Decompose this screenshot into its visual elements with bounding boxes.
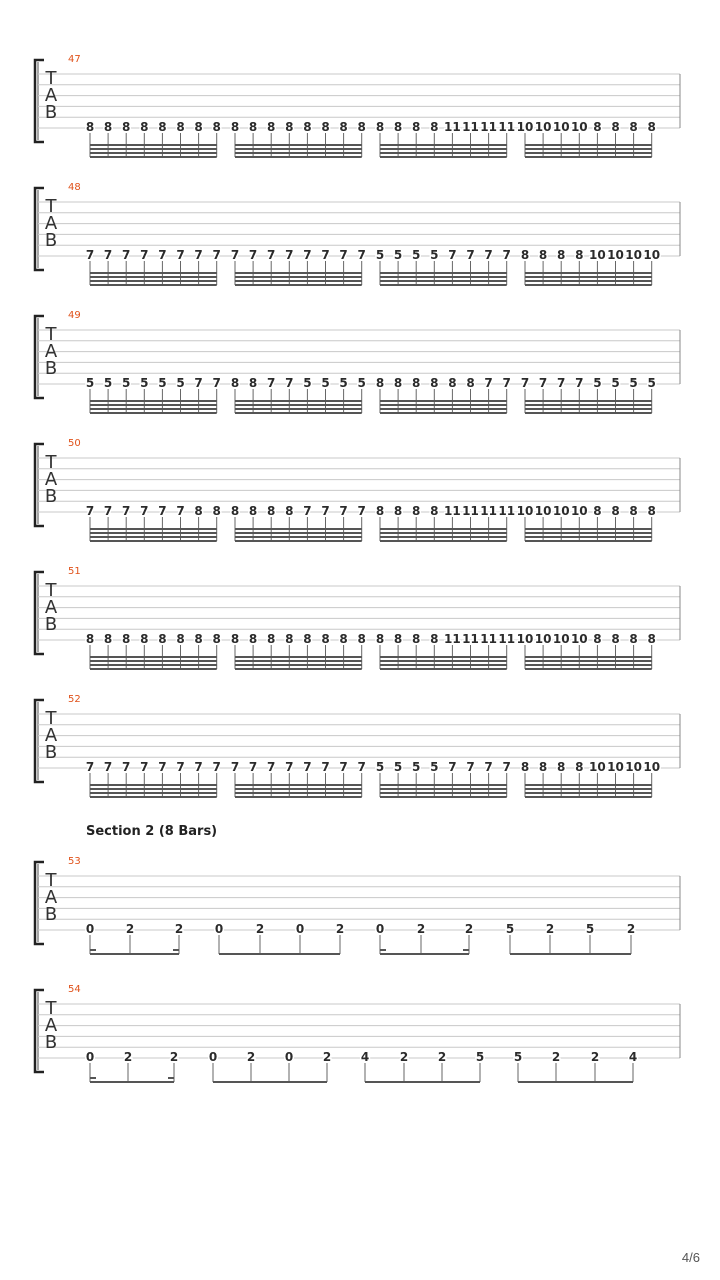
fret-number: 8 <box>611 632 620 646</box>
fret-number: 5 <box>393 760 403 774</box>
fret-number: 8 <box>520 248 530 262</box>
fret-number: 10 <box>516 504 534 518</box>
fret-number: 8 <box>375 632 385 646</box>
fret-number: 7 <box>140 248 149 262</box>
tab-clef-letter: B <box>44 742 58 763</box>
tab-clef-letter: T <box>45 870 57 891</box>
system-bracket <box>35 60 44 142</box>
fret-number: 11 <box>444 632 461 646</box>
fret-number: 10 <box>570 504 588 518</box>
fret-number: 8 <box>375 376 385 390</box>
fret-number: 8 <box>538 248 548 262</box>
fret-number: 2 <box>335 922 345 936</box>
fret-number: 5 <box>505 922 515 936</box>
fret-number: 5 <box>513 1050 523 1064</box>
fret-number: 10 <box>625 760 642 774</box>
fret-number: 8 <box>375 120 385 134</box>
system-bracket <box>35 316 44 398</box>
fret-number: 7 <box>357 504 366 518</box>
system-bracket <box>35 862 44 944</box>
fret-number: 7 <box>267 248 276 262</box>
fret-number: 2 <box>322 1050 332 1064</box>
fret-number: 7 <box>230 760 240 774</box>
fret-number: 0 <box>85 1050 95 1064</box>
fret-number: 0 <box>214 922 224 936</box>
fret-number: 8 <box>303 632 312 646</box>
fret-number: 8 <box>176 120 185 134</box>
fret-number: 8 <box>285 120 294 134</box>
fret-number: 8 <box>593 632 602 646</box>
fret-number: 7 <box>448 760 457 774</box>
fret-number: 5 <box>103 376 113 390</box>
fret-number: 8 <box>103 120 113 134</box>
fret-number: 2 <box>551 1050 561 1064</box>
fret-number: 8 <box>85 120 95 134</box>
fret-number: 8 <box>248 376 258 390</box>
fret-number: 2 <box>246 1050 256 1064</box>
fret-number: 7 <box>502 248 511 262</box>
fret-number: 11 <box>444 504 461 518</box>
fret-number: 8 <box>466 376 475 390</box>
fret-number: 7 <box>176 248 185 262</box>
fret-number: 8 <box>212 120 221 134</box>
fret-number: 7 <box>248 248 258 262</box>
fret-number: 7 <box>538 376 548 390</box>
measure-number: 52 <box>68 694 81 705</box>
fret-number: 2 <box>125 922 135 936</box>
fret-number: 7 <box>285 760 294 774</box>
fret-number: 11 <box>498 504 516 518</box>
fret-number: 5 <box>475 1050 485 1064</box>
fret-number: 2 <box>169 1050 179 1064</box>
measure-number: 49 <box>68 310 81 321</box>
fret-number: 8 <box>412 504 421 518</box>
fret-number: 7 <box>466 248 475 262</box>
fret-number: 0 <box>295 922 305 936</box>
fret-number: 8 <box>647 632 656 646</box>
fret-number: 2 <box>626 922 636 936</box>
fret-number: 5 <box>430 248 439 262</box>
fret-number: 7 <box>140 504 149 518</box>
fret-number: 2 <box>123 1050 133 1064</box>
fret-number: 7 <box>502 376 511 390</box>
fret-number: 8 <box>393 120 403 134</box>
fret-number: 7 <box>267 376 276 390</box>
fret-number: 8 <box>611 504 620 518</box>
fret-number: 8 <box>593 504 602 518</box>
fret-number: 8 <box>267 504 276 518</box>
tab-clef-letter: A <box>44 213 58 234</box>
fret-number: 8 <box>85 632 95 646</box>
fret-number: 11 <box>462 632 479 646</box>
fret-number: 7 <box>502 760 511 774</box>
fret-number: 8 <box>557 760 566 774</box>
fret-number: 5 <box>430 760 439 774</box>
fret-number: 7 <box>248 760 258 774</box>
fret-number: 8 <box>103 632 113 646</box>
page-number: 4/6 <box>681 1250 700 1265</box>
fret-number: 0 <box>208 1050 218 1064</box>
fret-number: 7 <box>85 504 95 518</box>
fret-number: 5 <box>375 248 385 262</box>
fret-number: 7 <box>158 248 167 262</box>
fret-number: 5 <box>375 760 385 774</box>
fret-number: 8 <box>321 120 330 134</box>
fret-number: 7 <box>194 248 203 262</box>
fret-number: 7 <box>212 248 221 262</box>
tab-clef-letter: T <box>45 196 57 217</box>
tab-clef-letter: A <box>44 85 58 106</box>
tab-clef-letter: A <box>44 887 58 908</box>
fret-number: 7 <box>448 248 457 262</box>
fret-number: 5 <box>176 376 185 390</box>
fret-number: 11 <box>462 504 479 518</box>
fret-number: 5 <box>321 376 330 390</box>
fret-number: 8 <box>412 632 421 646</box>
fret-number: 7 <box>194 760 203 774</box>
fret-number: 8 <box>267 120 276 134</box>
fret-number: 7 <box>194 376 203 390</box>
fret-number: 11 <box>498 120 516 134</box>
fret-number: 8 <box>520 760 530 774</box>
fret-number: 7 <box>357 248 366 262</box>
fret-number: 8 <box>393 632 403 646</box>
fret-number: 8 <box>248 120 258 134</box>
fret-number: 8 <box>303 120 312 134</box>
fret-number: 11 <box>444 120 461 134</box>
fret-number: 7 <box>140 760 149 774</box>
fret-number: 8 <box>430 504 439 518</box>
fret-number: 8 <box>393 504 403 518</box>
fret-number: 8 <box>230 376 240 390</box>
fret-number: 8 <box>357 120 366 134</box>
fret-number: 10 <box>552 632 570 646</box>
fret-number: 8 <box>611 120 620 134</box>
fret-number: 5 <box>593 376 602 390</box>
fret-number: 8 <box>448 376 457 390</box>
fret-number: 8 <box>122 120 131 134</box>
fret-number: 11 <box>480 504 497 518</box>
tab-clef-letter: A <box>44 597 58 618</box>
fret-number: 8 <box>158 120 167 134</box>
fret-number: 7 <box>103 248 113 262</box>
measure-number: 50 <box>68 438 81 449</box>
fret-number: 5 <box>393 248 403 262</box>
fret-number: 7 <box>212 376 221 390</box>
fret-number: 7 <box>484 760 493 774</box>
fret-number: 2 <box>416 922 426 936</box>
fret-number: 7 <box>85 760 95 774</box>
fret-number: 10 <box>607 248 624 262</box>
fret-number: 8 <box>430 376 439 390</box>
fret-number: 8 <box>230 504 240 518</box>
fret-number: 7 <box>339 760 348 774</box>
fret-number: 5 <box>303 376 312 390</box>
tab-clef-letter: T <box>45 324 57 345</box>
fret-number: 10 <box>552 120 570 134</box>
fret-number: 2 <box>255 922 265 936</box>
tab-clef-letter: T <box>45 580 57 601</box>
fret-number: 11 <box>480 120 497 134</box>
fret-number: 8 <box>557 248 566 262</box>
fret-number: 0 <box>375 922 385 936</box>
fret-number: 8 <box>647 504 656 518</box>
fret-number: 8 <box>140 120 149 134</box>
fret-number: 5 <box>357 376 366 390</box>
fret-number: 8 <box>430 120 439 134</box>
fret-number: 2 <box>545 922 555 936</box>
fret-number: 7 <box>176 760 185 774</box>
fret-number: 7 <box>321 760 330 774</box>
fret-number: 8 <box>629 504 638 518</box>
fret-number: 7 <box>520 376 530 390</box>
fret-number: 7 <box>103 504 113 518</box>
fret-number: 7 <box>122 504 131 518</box>
fret-number: 8 <box>194 632 203 646</box>
fret-number: 10 <box>607 760 624 774</box>
fret-number: 8 <box>430 632 439 646</box>
fret-number: 2 <box>174 922 184 936</box>
fret-number: 10 <box>625 248 642 262</box>
fret-number: 8 <box>248 632 258 646</box>
fret-number: 8 <box>321 632 330 646</box>
fret-number: 2 <box>437 1050 447 1064</box>
fret-number: 7 <box>303 760 312 774</box>
fret-number: 2 <box>464 922 474 936</box>
fret-number: 8 <box>647 120 656 134</box>
fret-number: 10 <box>534 632 552 646</box>
fret-number: 8 <box>140 632 149 646</box>
tab-clef-letter: B <box>44 486 58 507</box>
fret-number: 10 <box>534 504 552 518</box>
fret-number: 8 <box>357 632 366 646</box>
fret-number: 7 <box>321 248 330 262</box>
fret-number: 8 <box>285 504 294 518</box>
fret-number: 2 <box>399 1050 409 1064</box>
fret-number: 10 <box>570 632 588 646</box>
fret-number: 8 <box>393 376 403 390</box>
tab-clef-letter: B <box>44 102 58 123</box>
fret-number: 7 <box>466 760 475 774</box>
system-bracket <box>35 444 44 526</box>
tab-clef-letter: A <box>44 469 58 490</box>
fret-number: 5 <box>140 376 149 390</box>
fret-number: 8 <box>267 632 276 646</box>
fret-number: 7 <box>321 504 330 518</box>
fret-number: 5 <box>412 760 421 774</box>
fret-number: 7 <box>285 248 294 262</box>
measure-number: 54 <box>68 984 81 995</box>
tab-clef-letter: B <box>44 614 58 635</box>
measure-number: 51 <box>68 566 81 577</box>
fret-number: 7 <box>484 376 493 390</box>
fret-number: 8 <box>230 632 240 646</box>
fret-number: 8 <box>629 632 638 646</box>
section-title: Section 2 (8 Bars) <box>86 824 218 839</box>
fret-number: 10 <box>589 248 606 262</box>
system-bracket <box>35 572 44 654</box>
fret-number: 8 <box>176 632 185 646</box>
fret-number: 4 <box>360 1050 370 1064</box>
tab-clef-letter: T <box>45 998 57 1019</box>
fret-number: 8 <box>538 760 548 774</box>
fret-number: 8 <box>629 120 638 134</box>
fret-number: 7 <box>339 504 348 518</box>
fret-number: 7 <box>303 248 312 262</box>
fret-number: 8 <box>575 760 584 774</box>
fret-number: 7 <box>122 760 131 774</box>
measure-number: 53 <box>68 856 81 867</box>
fret-number: 11 <box>462 120 479 134</box>
tab-clef-letter: A <box>44 725 58 746</box>
fret-number: 5 <box>122 376 131 390</box>
fret-number: 7 <box>357 760 366 774</box>
fret-number: 5 <box>158 376 167 390</box>
fret-number: 7 <box>267 760 276 774</box>
fret-number: 0 <box>284 1050 294 1064</box>
fret-number: 5 <box>339 376 348 390</box>
fret-number: 10 <box>516 120 534 134</box>
measure-number: 48 <box>68 182 81 193</box>
fret-number: 10 <box>552 504 570 518</box>
tab-clef-letter: A <box>44 341 58 362</box>
fret-number: 8 <box>412 376 421 390</box>
fret-number: 8 <box>375 504 385 518</box>
fret-number: 8 <box>122 632 131 646</box>
fret-number: 10 <box>516 632 534 646</box>
fret-number: 8 <box>412 120 421 134</box>
fret-number: 7 <box>285 376 294 390</box>
fret-number: 8 <box>194 120 203 134</box>
fret-number: 8 <box>194 504 203 518</box>
fret-number: 7 <box>484 248 493 262</box>
fret-number: 7 <box>575 376 584 390</box>
fret-number: 10 <box>534 120 552 134</box>
fret-number: 7 <box>557 376 566 390</box>
fret-number: 8 <box>230 120 240 134</box>
fret-number: 8 <box>339 632 348 646</box>
fret-number: 11 <box>498 632 516 646</box>
fret-number: 5 <box>611 376 620 390</box>
fret-number: 8 <box>158 632 167 646</box>
fret-number: 0 <box>85 922 95 936</box>
fret-number: 10 <box>589 760 606 774</box>
fret-number: 11 <box>480 632 497 646</box>
tab-clef-letter: B <box>44 904 58 925</box>
fret-number: 8 <box>593 120 602 134</box>
fret-number: 7 <box>158 760 167 774</box>
fret-number: 8 <box>212 632 221 646</box>
fret-number: 10 <box>570 120 588 134</box>
fret-number: 5 <box>629 376 638 390</box>
tab-clef-letter: T <box>45 68 57 89</box>
fret-number: 7 <box>103 760 113 774</box>
fret-number: 7 <box>85 248 95 262</box>
fret-number: 7 <box>339 248 348 262</box>
fret-number: 10 <box>643 760 661 774</box>
system-bracket <box>35 700 44 782</box>
fret-number: 8 <box>212 504 221 518</box>
tab-clef-letter: B <box>44 1032 58 1053</box>
system-bracket <box>35 188 44 270</box>
fret-number: 10 <box>643 248 661 262</box>
tab-clef-letter: T <box>45 452 57 473</box>
fret-number: 7 <box>230 248 240 262</box>
fret-number: 4 <box>628 1050 638 1064</box>
tab-clef-letter: A <box>44 1015 58 1036</box>
tab-clef-letter: B <box>44 230 58 251</box>
fret-number: 8 <box>248 504 258 518</box>
fret-number: 5 <box>412 248 421 262</box>
fret-number: 7 <box>303 504 312 518</box>
tab-clef-letter: B <box>44 358 58 379</box>
fret-number: 5 <box>647 376 656 390</box>
fret-number: 7 <box>122 248 131 262</box>
fret-number: 8 <box>575 248 584 262</box>
fret-number: 5 <box>85 376 95 390</box>
tab-clef-letter: T <box>45 708 57 729</box>
fret-number: 5 <box>585 922 595 936</box>
fret-number: 8 <box>339 120 348 134</box>
fret-number: 7 <box>176 504 185 518</box>
fret-number: 7 <box>158 504 167 518</box>
fret-number: 7 <box>212 760 221 774</box>
system-bracket <box>35 990 44 1072</box>
fret-number: 2 <box>590 1050 600 1064</box>
fret-number: 8 <box>285 632 294 646</box>
measure-number: 47 <box>68 54 81 65</box>
